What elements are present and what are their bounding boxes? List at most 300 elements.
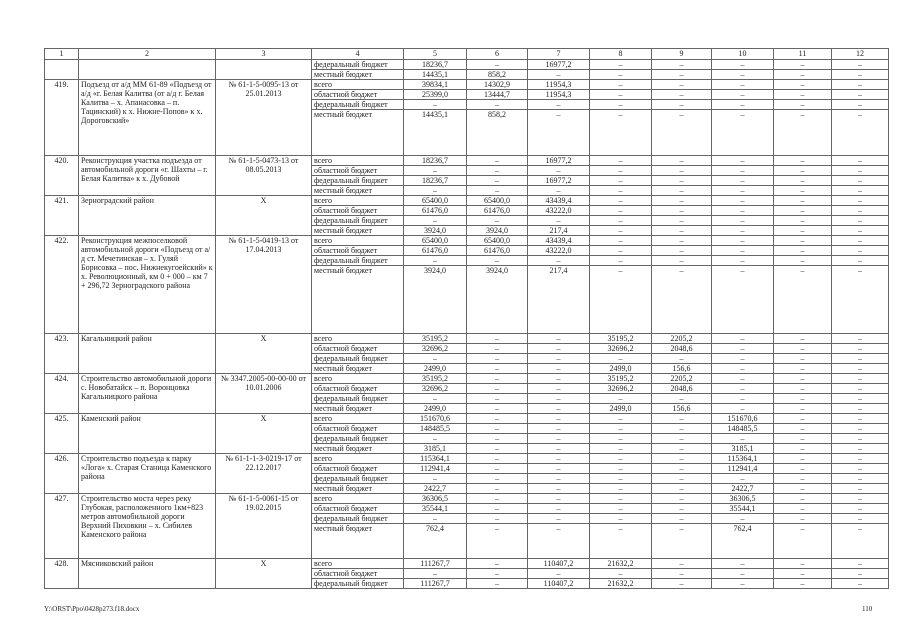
amount-cell: – [467, 404, 528, 414]
amount-cell: 11954,3 [528, 90, 590, 100]
object-name-cell: Подъезд от а/д ММ 61-89 «Подъезд от а/д «г. Белая Калитва (от а/д г. Белая Калитва – х. Апанасовка – п. Тацинский) к х. Нижне-Попов» к х. Дороговский» [79, 80, 216, 156]
header-cell: 4 [312, 49, 404, 60]
header-row [45, 49, 889, 60]
amount-cell: – [712, 176, 774, 186]
amount-cell: – [404, 394, 467, 404]
amount-cell: – [774, 110, 832, 156]
funding-source-cell: местный бюджет [312, 266, 404, 334]
amount-cell: – [712, 374, 774, 384]
object-name-cell [79, 60, 216, 80]
funding-source-cell: федеральный бюджет [312, 474, 404, 484]
amount-cell: – [528, 354, 590, 364]
funding-source-cell: местный бюджет [312, 364, 404, 374]
funding-source-cell: федеральный бюджет [312, 434, 404, 444]
amount-cell: – [832, 464, 889, 474]
amount-cell: – [832, 186, 889, 196]
amount-cell: – [774, 474, 832, 484]
amount-cell: 32696,2 [404, 384, 467, 394]
amount-cell: 858,2 [467, 70, 528, 80]
amount-cell: – [467, 364, 528, 374]
object-name-cell: Строительство моста через реку Глубокая, расположенного 1км+823 метров автомобильной дороги Верхний Пиховкин – х. Сибилев Каменского района [79, 494, 216, 559]
amount-cell: – [467, 494, 528, 504]
row-number-cell: 419. [45, 80, 79, 156]
amount-cell: 43439,4 [528, 196, 590, 206]
object-name-cell: Реконструкция участка подъезда от автомобильной дороги «г. Шахты – г. Белая Калитва» к х. Дубовой [79, 156, 216, 196]
amount-cell: – [832, 524, 889, 559]
amount-cell: – [467, 100, 528, 110]
amount-cell: 43222,0 [528, 246, 590, 256]
amount-cell: 43222,0 [528, 206, 590, 216]
amount-cell: – [467, 256, 528, 266]
amount-cell: – [590, 186, 652, 196]
amount-cell: – [404, 166, 467, 176]
amount-cell: – [774, 424, 832, 434]
amount-cell: – [712, 236, 774, 246]
amount-cell: – [652, 484, 712, 494]
table-row [45, 60, 889, 70]
document-number-cell: № 61-1-5-0419-13 от 17.04.2013 [216, 236, 312, 334]
row-number-cell: 421. [45, 196, 79, 236]
amount-cell: 16977,2 [528, 60, 590, 70]
amount-cell: – [528, 364, 590, 374]
amount-cell: – [832, 569, 889, 579]
amount-cell: – [590, 216, 652, 226]
amount-cell: 16977,2 [528, 156, 590, 166]
amount-cell: – [832, 444, 889, 454]
amount-cell: – [712, 196, 774, 206]
row-number-cell [45, 60, 79, 80]
amount-cell: – [590, 256, 652, 266]
amount-cell: – [712, 216, 774, 226]
header-cell: 7 [528, 49, 590, 60]
amount-cell: – [590, 236, 652, 246]
amount-cell: – [528, 504, 590, 514]
amount-cell: – [832, 266, 889, 334]
amount-cell: – [467, 414, 528, 424]
amount-cell: – [774, 494, 832, 504]
amount-cell: – [528, 454, 590, 464]
amount-cell: – [528, 434, 590, 444]
budget-table-sheet [44, 48, 868, 589]
funding-source-cell: областной бюджет [312, 206, 404, 216]
amount-cell: – [467, 60, 528, 70]
amount-cell: 43439,4 [528, 236, 590, 246]
amount-cell: – [652, 579, 712, 589]
amount-cell: 32696,2 [590, 384, 652, 394]
header-cell: 9 [652, 49, 712, 60]
amount-cell: 151670,6 [712, 414, 774, 424]
amount-cell: – [774, 156, 832, 166]
amount-cell: – [528, 344, 590, 354]
amount-cell: – [652, 100, 712, 110]
amount-cell: – [590, 266, 652, 334]
funding-source-cell: всего [312, 196, 404, 206]
amount-cell: – [832, 579, 889, 589]
amount-cell: – [467, 514, 528, 524]
amount-cell: – [528, 424, 590, 434]
amount-cell: – [528, 414, 590, 424]
amount-cell: 115364,1 [712, 454, 774, 464]
amount-cell: 112941,4 [404, 464, 467, 474]
amount-cell: – [712, 186, 774, 196]
amount-cell: – [832, 166, 889, 176]
amount-cell: – [832, 110, 889, 156]
row-number-cell: 426. [45, 454, 79, 494]
amount-cell: 61476,0 [404, 206, 467, 216]
funding-source-cell: областной бюджет [312, 504, 404, 514]
amount-cell: – [528, 100, 590, 110]
table-row [45, 156, 889, 166]
amount-cell: – [774, 464, 832, 474]
amount-cell: – [712, 579, 774, 589]
amount-cell: – [774, 216, 832, 226]
amount-cell: – [590, 484, 652, 494]
amount-cell: – [774, 444, 832, 454]
amount-cell: – [712, 246, 774, 256]
amount-cell: – [652, 216, 712, 226]
amount-cell: – [590, 394, 652, 404]
amount-cell: – [712, 226, 774, 236]
amount-cell: – [652, 166, 712, 176]
amount-cell: – [832, 494, 889, 504]
object-name-cell: Строительство подъезда к парку «Лога» х. Старая Станица Каменского района [79, 454, 216, 494]
amount-cell: – [832, 256, 889, 266]
amount-cell: – [404, 256, 467, 266]
funding-source-cell: местный бюджет [312, 444, 404, 454]
header-cell: 11 [774, 49, 832, 60]
amount-cell: – [712, 334, 774, 344]
amount-cell: 35544,1 [404, 504, 467, 514]
amount-cell: – [590, 434, 652, 444]
amount-cell: – [528, 494, 590, 504]
amount-cell: – [590, 110, 652, 156]
amount-cell: – [467, 434, 528, 444]
amount-cell: – [590, 246, 652, 256]
funding-source-cell: федеральный бюджет [312, 354, 404, 364]
amount-cell: 111267,7 [404, 579, 467, 589]
amount-cell: – [652, 236, 712, 246]
amount-cell: 2499,0 [404, 364, 467, 374]
amount-cell: – [832, 176, 889, 186]
amount-cell: – [652, 110, 712, 156]
document-number-cell [216, 60, 312, 80]
amount-cell: – [652, 226, 712, 236]
amount-cell: – [774, 60, 832, 70]
amount-cell: – [404, 354, 467, 364]
row-number-cell: 427. [45, 494, 79, 559]
amount-cell: – [528, 256, 590, 266]
amount-cell: – [467, 186, 528, 196]
amount-cell: 18236,7 [404, 176, 467, 186]
amount-cell: – [590, 226, 652, 236]
amount-cell: – [590, 474, 652, 484]
amount-cell: 35195,2 [590, 374, 652, 384]
amount-cell: 13444,7 [467, 90, 528, 100]
amount-cell: – [712, 404, 774, 414]
amount-cell: – [774, 266, 832, 334]
amount-cell: – [712, 70, 774, 80]
row-number-cell: 420. [45, 156, 79, 196]
amount-cell: 217,4 [528, 226, 590, 236]
amount-cell: – [774, 434, 832, 444]
amount-cell: – [652, 414, 712, 424]
footer-file-path: Y:\ORST\Ppo\0428p273.f18.docx [44, 605, 140, 613]
header-cell: 3 [216, 49, 312, 60]
amount-cell: – [528, 514, 590, 524]
funding-source-cell: областной бюджет [312, 166, 404, 176]
amount-cell: – [712, 354, 774, 364]
amount-cell: – [404, 186, 467, 196]
amount-cell: – [832, 364, 889, 374]
funding-source-cell: областной бюджет [312, 246, 404, 256]
amount-cell: – [832, 80, 889, 90]
amount-cell: – [652, 246, 712, 256]
funding-source-cell: областной бюджет [312, 424, 404, 434]
amount-cell: – [652, 354, 712, 364]
amount-cell: – [467, 334, 528, 344]
funding-source-cell: всего [312, 494, 404, 504]
amount-cell: 39834,1 [404, 80, 467, 90]
amount-cell: – [774, 70, 832, 80]
amount-cell: 2048,6 [652, 384, 712, 394]
amount-cell: 18236,7 [404, 156, 467, 166]
document-number-cell: X [216, 334, 312, 374]
amount-cell: – [652, 474, 712, 484]
amount-cell: – [590, 90, 652, 100]
amount-cell: 14435,1 [404, 110, 467, 156]
amount-cell: – [467, 569, 528, 579]
document-number-cell: X [216, 414, 312, 454]
amount-cell: – [652, 90, 712, 100]
document-number-cell: № 61-1-1-3-0219-17 от 22.12.2017 [216, 454, 312, 494]
amount-cell: – [832, 156, 889, 166]
amount-cell: 3185,1 [712, 444, 774, 454]
amount-cell: – [467, 216, 528, 226]
row-number-cell: 424. [45, 374, 79, 414]
amount-cell: – [774, 186, 832, 196]
object-name-cell: Зерноградский район [79, 196, 216, 236]
amount-cell: – [774, 176, 832, 186]
amount-cell: – [652, 266, 712, 334]
amount-cell: 36306,5 [404, 494, 467, 504]
amount-cell: – [774, 236, 832, 246]
amount-cell: – [590, 80, 652, 90]
amount-cell: – [467, 374, 528, 384]
amount-cell: – [404, 216, 467, 226]
amount-cell: 2499,0 [590, 404, 652, 414]
amount-cell: – [652, 569, 712, 579]
header-cell: 2 [79, 49, 216, 60]
amount-cell: – [712, 514, 774, 524]
amount-cell: – [590, 70, 652, 80]
amount-cell: – [652, 206, 712, 216]
table-row [45, 80, 889, 90]
amount-cell: – [832, 424, 889, 434]
funding-source-cell: всего [312, 454, 404, 464]
amount-cell: 32696,2 [590, 344, 652, 354]
amount-cell: 65400,0 [467, 196, 528, 206]
amount-cell: – [590, 444, 652, 454]
funding-source-cell: всего [312, 80, 404, 90]
amount-cell: 25399,0 [404, 90, 467, 100]
amount-cell: 2205,2 [652, 374, 712, 384]
amount-cell: – [832, 70, 889, 80]
amount-cell: 217,4 [528, 266, 590, 334]
amount-cell: – [467, 156, 528, 166]
amount-cell: – [528, 216, 590, 226]
amount-cell: 21632,2 [590, 579, 652, 589]
amount-cell: – [590, 494, 652, 504]
funding-source-cell: областной бюджет [312, 569, 404, 579]
row-number-cell: 425. [45, 414, 79, 454]
amount-cell: – [467, 354, 528, 364]
amount-cell: – [590, 166, 652, 176]
amount-cell: 36306,5 [712, 494, 774, 504]
amount-cell: 762,4 [404, 524, 467, 559]
document-number-cell: X [216, 559, 312, 589]
amount-cell: – [832, 334, 889, 344]
amount-cell: – [832, 206, 889, 216]
amount-cell: – [404, 434, 467, 444]
amount-cell: – [832, 404, 889, 414]
amount-cell: – [832, 434, 889, 444]
amount-cell: – [774, 100, 832, 110]
amount-cell: – [528, 384, 590, 394]
amount-cell: – [467, 484, 528, 494]
amount-cell: 14435,1 [404, 70, 467, 80]
amount-cell: – [652, 70, 712, 80]
amount-cell: – [832, 196, 889, 206]
amount-cell: – [404, 569, 467, 579]
amount-cell: 65400,0 [467, 236, 528, 246]
amount-cell: 21632,2 [590, 559, 652, 569]
funding-source-cell: федеральный бюджет [312, 514, 404, 524]
amount-cell: – [467, 504, 528, 514]
amount-cell: – [712, 256, 774, 266]
amount-cell: – [832, 504, 889, 514]
funding-source-cell: федеральный бюджет [312, 100, 404, 110]
amount-cell: – [590, 464, 652, 474]
amount-cell: – [774, 384, 832, 394]
amount-cell: – [528, 484, 590, 494]
header-cell: 5 [404, 49, 467, 60]
amount-cell: 14302,9 [467, 80, 528, 90]
amount-cell: – [590, 514, 652, 524]
amount-cell: 35544,1 [712, 504, 774, 514]
amount-cell: – [590, 504, 652, 514]
amount-cell: – [832, 100, 889, 110]
table-row [45, 374, 889, 384]
amount-cell: 61476,0 [467, 246, 528, 256]
amount-cell: – [832, 60, 889, 70]
amount-cell: – [712, 559, 774, 569]
amount-cell: – [652, 186, 712, 196]
amount-cell: – [590, 354, 652, 364]
amount-cell: – [712, 434, 774, 444]
amount-cell: – [467, 394, 528, 404]
table-body [45, 60, 889, 589]
amount-cell: – [774, 166, 832, 176]
document-number-cell: № 61-1-5-0095-13 от 25.01.2013 [216, 80, 312, 156]
funding-source-cell: федеральный бюджет [312, 579, 404, 589]
amount-cell: – [467, 559, 528, 569]
amount-cell: – [712, 206, 774, 216]
amount-cell: – [467, 579, 528, 589]
amount-cell: – [832, 226, 889, 236]
amount-cell: – [774, 334, 832, 344]
amount-cell: – [467, 344, 528, 354]
amount-cell: – [774, 196, 832, 206]
amount-cell: – [832, 236, 889, 246]
amount-cell: – [528, 474, 590, 484]
amount-cell: 35195,2 [404, 374, 467, 384]
document-number-cell: № 3347.2005-00-00-00 от 10.01.2006 [216, 374, 312, 414]
amount-cell: – [467, 464, 528, 474]
amount-cell: – [652, 60, 712, 70]
row-number-cell: 423. [45, 334, 79, 374]
amount-cell: – [712, 364, 774, 374]
amount-cell: – [774, 80, 832, 90]
amount-cell: – [712, 100, 774, 110]
amount-cell: – [467, 474, 528, 484]
amount-cell: – [528, 110, 590, 156]
amount-cell: 148485,5 [404, 424, 467, 434]
amount-cell: – [404, 100, 467, 110]
amount-cell: – [832, 374, 889, 384]
amount-cell: 16977,2 [528, 176, 590, 186]
amount-cell: – [467, 424, 528, 434]
funding-source-cell: всего [312, 374, 404, 384]
amount-cell: – [712, 474, 774, 484]
amount-cell: 762,4 [712, 524, 774, 559]
amount-cell: – [528, 444, 590, 454]
funding-source-cell: местный бюджет [312, 524, 404, 559]
amount-cell: – [832, 414, 889, 424]
row-number-cell: 422. [45, 236, 79, 334]
amount-cell: – [528, 569, 590, 579]
amount-cell: – [774, 414, 832, 424]
amount-cell: – [712, 266, 774, 334]
amount-cell: – [590, 524, 652, 559]
funding-source-cell: областной бюджет [312, 384, 404, 394]
amount-cell: – [652, 494, 712, 504]
table-row [45, 334, 889, 344]
amount-cell: – [774, 374, 832, 384]
funding-source-cell: местный бюджет [312, 404, 404, 414]
funding-source-cell: федеральный бюджет [312, 60, 404, 70]
amount-cell: – [652, 504, 712, 514]
amount-cell: – [528, 524, 590, 559]
amount-cell: – [652, 464, 712, 474]
funding-source-cell: всего [312, 414, 404, 424]
funding-source-cell: областной бюджет [312, 464, 404, 474]
amount-cell: – [712, 569, 774, 579]
amount-cell: – [712, 384, 774, 394]
amount-cell: – [528, 334, 590, 344]
amount-cell: 858,2 [467, 110, 528, 156]
amount-cell: 61476,0 [404, 246, 467, 256]
amount-cell: – [652, 176, 712, 186]
row-number-cell: 428. [45, 559, 79, 589]
amount-cell: 61476,0 [467, 206, 528, 216]
funding-source-cell: федеральный бюджет [312, 394, 404, 404]
amount-cell: 148485,5 [712, 424, 774, 434]
object-name-cell: Каменский район [79, 414, 216, 454]
amount-cell: – [652, 256, 712, 266]
amount-cell: – [774, 569, 832, 579]
amount-cell: – [774, 206, 832, 216]
amount-cell: 115364,1 [404, 454, 467, 464]
